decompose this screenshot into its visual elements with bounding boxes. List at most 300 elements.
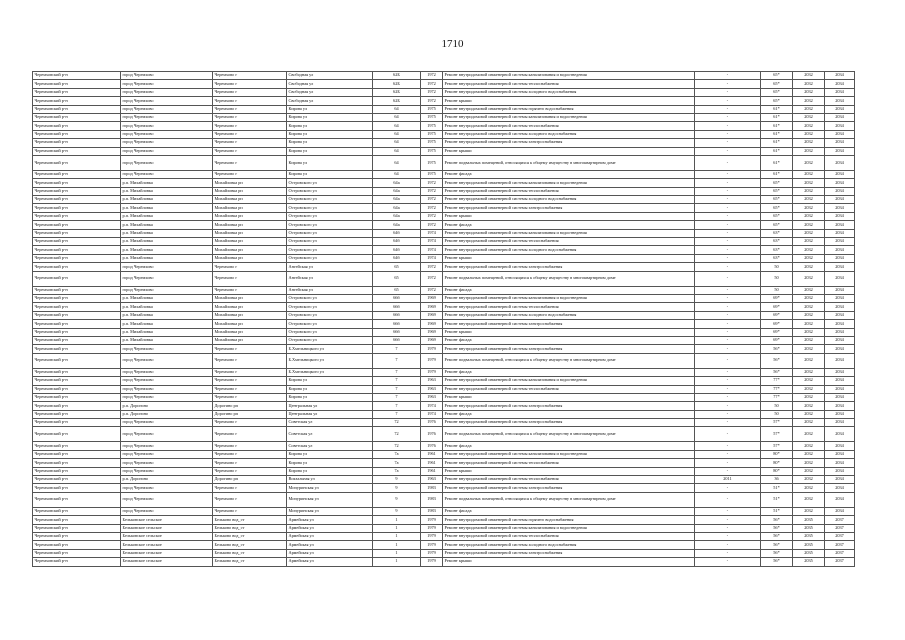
table-row (33, 229, 855, 237)
cell-street: Кирова ул (287, 170, 373, 178)
cell-street: Центральная ул (287, 410, 373, 418)
cell-end-year: 2034 (825, 336, 855, 344)
cell-house: 7 (373, 385, 421, 393)
cell-street: Островского ул (287, 212, 373, 220)
cell-start-year: 2032 (793, 328, 825, 336)
cell-work-type: Ремонт внутридомовой инженерной системы теплоснабжения (443, 385, 695, 393)
cell-district: Черемховский р-н (33, 320, 121, 328)
table-row (33, 204, 855, 212)
cell-prev-year: - (695, 459, 761, 467)
cell-street: Островского ул (287, 303, 373, 311)
table-row (33, 467, 855, 475)
cell-year: 1961 (421, 450, 443, 458)
cell-work-type: Ремонт фасада (443, 170, 695, 178)
cell-work-type: Ремонт внутридомовой инженерной системы электроснабжения (443, 263, 695, 271)
cell-prev-year: - (695, 229, 761, 237)
cell-prev-year: - (695, 524, 761, 532)
cell-district: Черемховский р-н (33, 419, 121, 427)
cell-district: Черемховский р-н (33, 353, 121, 368)
cell-year: 1975 (421, 113, 443, 121)
cell-end-year: 2034 (825, 196, 855, 204)
table-row (33, 97, 855, 105)
cell-start-year: 2032 (793, 229, 825, 237)
cell-street: Кирова ул (287, 155, 373, 170)
cell-locality: Михайловка рп (213, 179, 287, 187)
cell-locality: Черемхово г (213, 139, 287, 147)
cell-district: Черемховский р-н (33, 442, 121, 450)
cell-settlement: р.п. Михайловка (121, 229, 213, 237)
cell-wear: 69* (761, 311, 793, 319)
cell-work-type: Ремонт внутридомовой инженерной системы электроснабжения (443, 402, 695, 410)
table-row (33, 410, 855, 418)
cell-district: Черемховский р-н (33, 336, 121, 344)
cell-start-year: 2032 (793, 271, 825, 286)
cell-settlement: город Черемхово (121, 139, 213, 147)
cell-start-year: 2035 (793, 516, 825, 524)
cell-district: Черемховский р-н (33, 80, 121, 88)
cell-street: Центральная ул (287, 402, 373, 410)
cell-start-year: 2032 (793, 476, 825, 484)
cell-house: 64 (373, 139, 421, 147)
cell-work-type: Ремонт фасада (443, 507, 695, 515)
cell-street: Кирова ул (287, 113, 373, 121)
cell-settlement: город Черемхово (121, 271, 213, 286)
cell-work-type: Ремонт внутридомовой инженерной системы электроснабжения (443, 484, 695, 492)
cell-prev-year: - (695, 345, 761, 353)
cell-wear: 69* (761, 303, 793, 311)
cell-prev-year: - (695, 419, 761, 427)
cell-locality: Михайловка рп (213, 328, 287, 336)
cell-year: 1972 (421, 72, 443, 80)
cell-wear: 69* (761, 336, 793, 344)
cell-district: Черемховский р-н (33, 97, 121, 105)
table-row (33, 155, 855, 170)
cell-start-year: 2032 (793, 122, 825, 130)
cell-work-type: Ремонт внутридомовой инженерной системы теплоснабжения (443, 303, 695, 311)
cell-year: 1972 (421, 196, 443, 204)
table-row (33, 147, 855, 155)
cell-work-type: Ремонт фасада (443, 336, 695, 344)
cell-settlement: город Черемхово (121, 393, 213, 401)
cell-year: 1972 (421, 179, 443, 187)
cell-district: Черемховский р-н (33, 204, 121, 212)
cell-work-type: Ремонт внутридомовой инженерной системы холодного водоснабжения (443, 541, 695, 549)
cell-prev-year: - (695, 263, 761, 271)
cell-settlement: р.п. Михайловка (121, 336, 213, 344)
cell-wear: 50 (761, 286, 793, 294)
cell-settlement: р.п. Михайловка (121, 221, 213, 229)
cell-locality: Бельково вод_ст (213, 541, 287, 549)
cell-house: 66б (373, 294, 421, 302)
table-row (33, 442, 855, 450)
cell-locality: Михайловка рп (213, 196, 287, 204)
cell-year: 1969 (421, 303, 443, 311)
cell-prev-year: - (695, 516, 761, 524)
cell-wear: 80* (761, 467, 793, 475)
cell-start-year: 2032 (793, 97, 825, 105)
cell-start-year: 2032 (793, 393, 825, 401)
cell-prev-year: - (695, 303, 761, 311)
cell-locality: Михайловка рп (213, 311, 287, 319)
cell-wear: 63* (761, 254, 793, 262)
cell-district: Черемховский р-н (33, 286, 121, 294)
cell-start-year: 2032 (793, 286, 825, 294)
cell-settlement: Бельковское сельское (121, 541, 213, 549)
cell-year: 1972 (421, 286, 443, 294)
cell-house: 72 (373, 419, 421, 427)
table-row (33, 105, 855, 113)
cell-start-year: 2032 (793, 294, 825, 302)
cell-district: Черемховский р-н (33, 263, 121, 271)
cell-start-year: 2032 (793, 147, 825, 155)
cell-end-year: 2037 (825, 516, 855, 524)
cell-street: Кирова ул (287, 385, 373, 393)
cell-end-year: 2034 (825, 88, 855, 96)
cell-district: Черемховский р-н (33, 238, 121, 246)
cell-end-year: 2034 (825, 147, 855, 155)
cell-wear: 51* (761, 507, 793, 515)
cell-wear: 51* (761, 484, 793, 492)
cell-start-year: 2035 (793, 558, 825, 566)
cell-settlement: р.п. Михайловка (121, 246, 213, 254)
cell-street: Свободная ул (287, 88, 373, 96)
cell-year: 1979 (421, 549, 443, 557)
cell-locality: Черемхово г (213, 450, 287, 458)
cell-start-year: 2032 (793, 263, 825, 271)
cell-prev-year: - (695, 427, 761, 442)
cell-start-year: 2032 (793, 459, 825, 467)
cell-start-year: 2032 (793, 238, 825, 246)
page-number: 1710 (441, 38, 464, 50)
cell-settlement: р.п. Михайловка (121, 204, 213, 212)
cell-house: 9 (373, 507, 421, 515)
cell-year: 1983 (421, 507, 443, 515)
cell-locality: Дорогино рп (213, 402, 287, 410)
cell-locality: Черемхово г (213, 147, 287, 155)
cell-prev-year: - (695, 196, 761, 204)
cell-prev-year: - (695, 170, 761, 178)
cell-settlement: город Черемхово (121, 459, 213, 467)
cell-prev-year: - (695, 385, 761, 393)
cell-locality: Михайловка рп (213, 187, 287, 195)
cell-settlement: город Черемхово (121, 88, 213, 96)
cell-work-type: Ремонт крыши (443, 393, 695, 401)
cell-district: Черемховский р-н (33, 467, 121, 475)
cell-prev-year: - (695, 72, 761, 80)
cell-district: Черемховский р-н (33, 393, 121, 401)
cell-prev-year: - (695, 246, 761, 254)
cell-settlement: р.п. Дорогино (121, 402, 213, 410)
cell-house: 64а (373, 212, 421, 220)
cell-settlement: город Черемхово (121, 419, 213, 427)
cell-house: 1 (373, 549, 421, 557)
cell-district: Черемховский р-н (33, 113, 121, 121)
cell-year: 1974 (421, 238, 443, 246)
cell-street: Островского ул (287, 196, 373, 204)
cell-district: Черемховский р-н (33, 410, 121, 418)
cell-prev-year: - (695, 402, 761, 410)
cell-district: Черемховский р-н (33, 179, 121, 187)
cell-start-year: 2032 (793, 320, 825, 328)
cell-settlement: город Черемхово (121, 492, 213, 507)
cell-work-type: Ремонт внутридомовой инженерной системы канализования и водоотведения (443, 229, 695, 237)
cell-work-type: Ремонт подвальных помещений, относящихся к общему имуществу в многоквартирном доме (443, 155, 695, 170)
cell-house: 1 (373, 516, 421, 524)
cell-start-year: 2032 (793, 450, 825, 458)
cell-year: 1963 (421, 377, 443, 385)
cell-work-type: Ремонт подвальных помещений, относящихся к общему имуществу в многоквартирном доме (443, 353, 695, 368)
cell-year: 1974 (421, 246, 443, 254)
cell-house: 64 (373, 113, 421, 121)
cell-prev-year: - (695, 393, 761, 401)
cell-year: 1975 (421, 147, 443, 155)
cell-house: 1 (373, 558, 421, 566)
cell-start-year: 2032 (793, 467, 825, 475)
table-row (33, 179, 855, 187)
cell-end-year: 2034 (825, 105, 855, 113)
cell-house: 7 (373, 377, 421, 385)
cell-start-year: 2032 (793, 212, 825, 220)
cell-district: Черемховский р-н (33, 229, 121, 237)
cell-district: Черемховский р-н (33, 377, 121, 385)
cell-district: Черемховский р-н (33, 147, 121, 155)
cell-start-year: 2032 (793, 105, 825, 113)
cell-start-year: 2032 (793, 419, 825, 427)
table-row (33, 72, 855, 80)
cell-year: 1972 (421, 221, 443, 229)
cell-work-type: Ремонт фасада (443, 221, 695, 229)
cell-street: Б.Хмельницкого ул (287, 368, 373, 376)
cell-wear: 56* (761, 532, 793, 540)
cell-district: Черемховский р-н (33, 88, 121, 96)
cell-settlement: р.п. Михайловка (121, 311, 213, 319)
cell-settlement: Бельковское сельское (121, 524, 213, 532)
cell-street: Островского ул (287, 294, 373, 302)
cell-year: 1975 (421, 122, 443, 130)
cell-year: 1972 (421, 204, 443, 212)
cell-locality: Черемхово г (213, 286, 287, 294)
cell-year: 1969 (421, 320, 443, 328)
cell-wear: 61* (761, 113, 793, 121)
cell-year: 1979 (421, 532, 443, 540)
cell-prev-year: - (695, 377, 761, 385)
cell-start-year: 2032 (793, 368, 825, 376)
cell-street: Свободная ул (287, 80, 373, 88)
cell-house: 62Б (373, 80, 421, 88)
cell-district: Черемховский р-н (33, 524, 121, 532)
repair-schedule-table (32, 71, 855, 567)
cell-end-year: 2034 (825, 427, 855, 442)
cell-settlement: город Черемхово (121, 385, 213, 393)
cell-end-year: 2034 (825, 221, 855, 229)
cell-work-type: Ремонт внутридомовой инженерной системы канализования и водоотведения (443, 377, 695, 385)
cell-end-year: 2034 (825, 139, 855, 147)
cell-work-type: Ремонт крыши (443, 467, 695, 475)
cell-wear: 61* (761, 170, 793, 178)
cell-work-type: Ремонт крыши (443, 328, 695, 336)
cell-prev-year: - (695, 212, 761, 220)
cell-year: 1976 (421, 419, 443, 427)
cell-district: Черемховский р-н (33, 196, 121, 204)
table-row (33, 246, 855, 254)
table-row (33, 328, 855, 336)
cell-locality: Черемхово г (213, 467, 287, 475)
cell-prev-year: - (695, 507, 761, 515)
cell-prev-year: - (695, 80, 761, 88)
cell-wear: 65* (761, 72, 793, 80)
cell-year: 1969 (421, 336, 443, 344)
table-row (33, 221, 855, 229)
cell-work-type: Ремонт внутридомовой инженерной системы теплоснабжения (443, 187, 695, 195)
cell-street: Кирова ул (287, 393, 373, 401)
cell-house: 9 (373, 484, 421, 492)
cell-end-year: 2034 (825, 294, 855, 302)
cell-start-year: 2032 (793, 385, 825, 393)
table-row (33, 122, 855, 130)
cell-start-year: 2032 (793, 427, 825, 442)
cell-start-year: 2032 (793, 311, 825, 319)
cell-year: 1974 (421, 410, 443, 418)
cell-street: Свободная ул (287, 72, 373, 80)
cell-end-year: 2034 (825, 368, 855, 376)
table-row (33, 427, 855, 442)
cell-house: 64 (373, 130, 421, 138)
table-row (33, 170, 855, 178)
cell-settlement: Бельковское сельское (121, 516, 213, 524)
cell-locality: Черемхово г (213, 345, 287, 353)
cell-house: 9 (373, 476, 421, 484)
cell-settlement: р.п. Михайловка (121, 294, 213, 302)
cell-start-year: 2032 (793, 303, 825, 311)
cell-wear: 56* (761, 541, 793, 549)
cell-street: Ангейская ул (287, 271, 373, 286)
cell-street: Б.Хмельницкого ул (287, 353, 373, 368)
cell-end-year: 2034 (825, 459, 855, 467)
cell-locality: Михайловка рп (213, 336, 287, 344)
cell-street: Кирова ул (287, 467, 373, 475)
cell-settlement: город Черемхово (121, 427, 213, 442)
cell-district: Черемховский р-н (33, 541, 121, 549)
table-row (33, 130, 855, 138)
cell-settlement: город Черемхово (121, 484, 213, 492)
cell-settlement: р.п. Михайловка (121, 328, 213, 336)
cell-year: 1979 (421, 353, 443, 368)
cell-year: 1983 (421, 492, 443, 507)
cell-district: Черемховский р-н (33, 532, 121, 540)
cell-prev-year: - (695, 97, 761, 105)
cell-year: 1972 (421, 271, 443, 286)
cell-wear: 80* (761, 459, 793, 467)
cell-district: Черемховский р-н (33, 345, 121, 353)
cell-work-type: Ремонт внутридомовой инженерной системы горячего водоснабжения (443, 105, 695, 113)
cell-work-type: Ремонт крыши (443, 147, 695, 155)
cell-district: Черемховский р-н (33, 294, 121, 302)
cell-wear: 50 (761, 410, 793, 418)
cell-end-year: 2034 (825, 492, 855, 507)
cell-work-type: Ремонт внутридомовой инженерной системы холодного водоснабжения (443, 246, 695, 254)
cell-work-type: Ремонт внутридомовой инженерной системы электроснабжения (443, 419, 695, 427)
cell-house: 64а (373, 187, 421, 195)
cell-wear: 65* (761, 97, 793, 105)
cell-work-type: Ремонт подвальных помещений, относящихся к общему имуществу в многоквартирном доме (443, 271, 695, 286)
cell-street: Кирова ул (287, 122, 373, 130)
cell-wear: 61* (761, 105, 793, 113)
cell-start-year: 2032 (793, 221, 825, 229)
cell-settlement: город Черемхово (121, 122, 213, 130)
cell-end-year: 2034 (825, 320, 855, 328)
cell-start-year: 2032 (793, 484, 825, 492)
cell-street: Кирова ул (287, 130, 373, 138)
cell-work-type: Ремонт внутридомовой инженерной системы канализования и водоотведения (443, 72, 695, 80)
table-row (33, 212, 855, 220)
cell-year: 1974 (421, 402, 443, 410)
cell-prev-year: - (695, 88, 761, 96)
table-row (33, 187, 855, 195)
cell-year: 1969 (421, 311, 443, 319)
cell-house: 64 (373, 170, 421, 178)
cell-wear: 56* (761, 549, 793, 557)
cell-house: 65 (373, 271, 421, 286)
cell-settlement: р.п. Дорогино (121, 476, 213, 484)
cell-work-type: Ремонт внутридомовой инженерной системы электроснабжения (443, 204, 695, 212)
cell-end-year: 2034 (825, 212, 855, 220)
cell-locality: Михайловка рп (213, 320, 287, 328)
cell-street: Островского ул (287, 254, 373, 262)
cell-work-type: Ремонт внутридомовой инженерной системы теплоснабжения (443, 122, 695, 130)
table-row (33, 484, 855, 492)
cell-settlement: город Черемхово (121, 147, 213, 155)
cell-work-type: Ремонт внутридомовой инженерной системы электроснабжения (443, 549, 695, 557)
cell-street: Островского ул (287, 336, 373, 344)
cell-work-type: Ремонт внутридомовой инженерной системы горячего водоснабжения (443, 516, 695, 524)
cell-work-type: Ремонт крыши (443, 97, 695, 105)
cell-start-year: 2032 (793, 353, 825, 368)
cell-settlement: город Черемхово (121, 130, 213, 138)
table-row (33, 311, 855, 319)
cell-work-type: Ремонт внутридомовой инженерной системы теплоснабжения (443, 476, 695, 484)
cell-locality: Черемхово г (213, 170, 287, 178)
cell-prev-year: - (695, 204, 761, 212)
cell-street: Мичуринская ул (287, 484, 373, 492)
cell-locality: Черемхово г (213, 385, 287, 393)
cell-locality: Черемхово г (213, 484, 287, 492)
table-row (33, 345, 855, 353)
cell-start-year: 2035 (793, 541, 825, 549)
cell-year: 1976 (421, 427, 443, 442)
cell-settlement: р.п. Михайловка (121, 303, 213, 311)
cell-district: Черемховский р-н (33, 385, 121, 393)
cell-settlement: город Черемхово (121, 368, 213, 376)
cell-house: 64а (373, 221, 421, 229)
table-row (33, 286, 855, 294)
cell-end-year: 2034 (825, 410, 855, 418)
cell-wear: 50 (761, 263, 793, 271)
cell-wear: 57* (761, 427, 793, 442)
cell-locality: Черемхово г (213, 393, 287, 401)
cell-year: 1972 (421, 263, 443, 271)
cell-street: Армейская ул (287, 549, 373, 557)
table-row (33, 336, 855, 344)
cell-settlement: город Черемхово (121, 507, 213, 515)
table-row (33, 385, 855, 393)
cell-year: 1979 (421, 516, 443, 524)
cell-locality: Михайловка рп (213, 238, 287, 246)
cell-locality: Михайловка рп (213, 229, 287, 237)
cell-house: 1 (373, 541, 421, 549)
cell-settlement: город Черемхово (121, 345, 213, 353)
cell-locality: Черемхово г (213, 130, 287, 138)
cell-year: 1976 (421, 442, 443, 450)
